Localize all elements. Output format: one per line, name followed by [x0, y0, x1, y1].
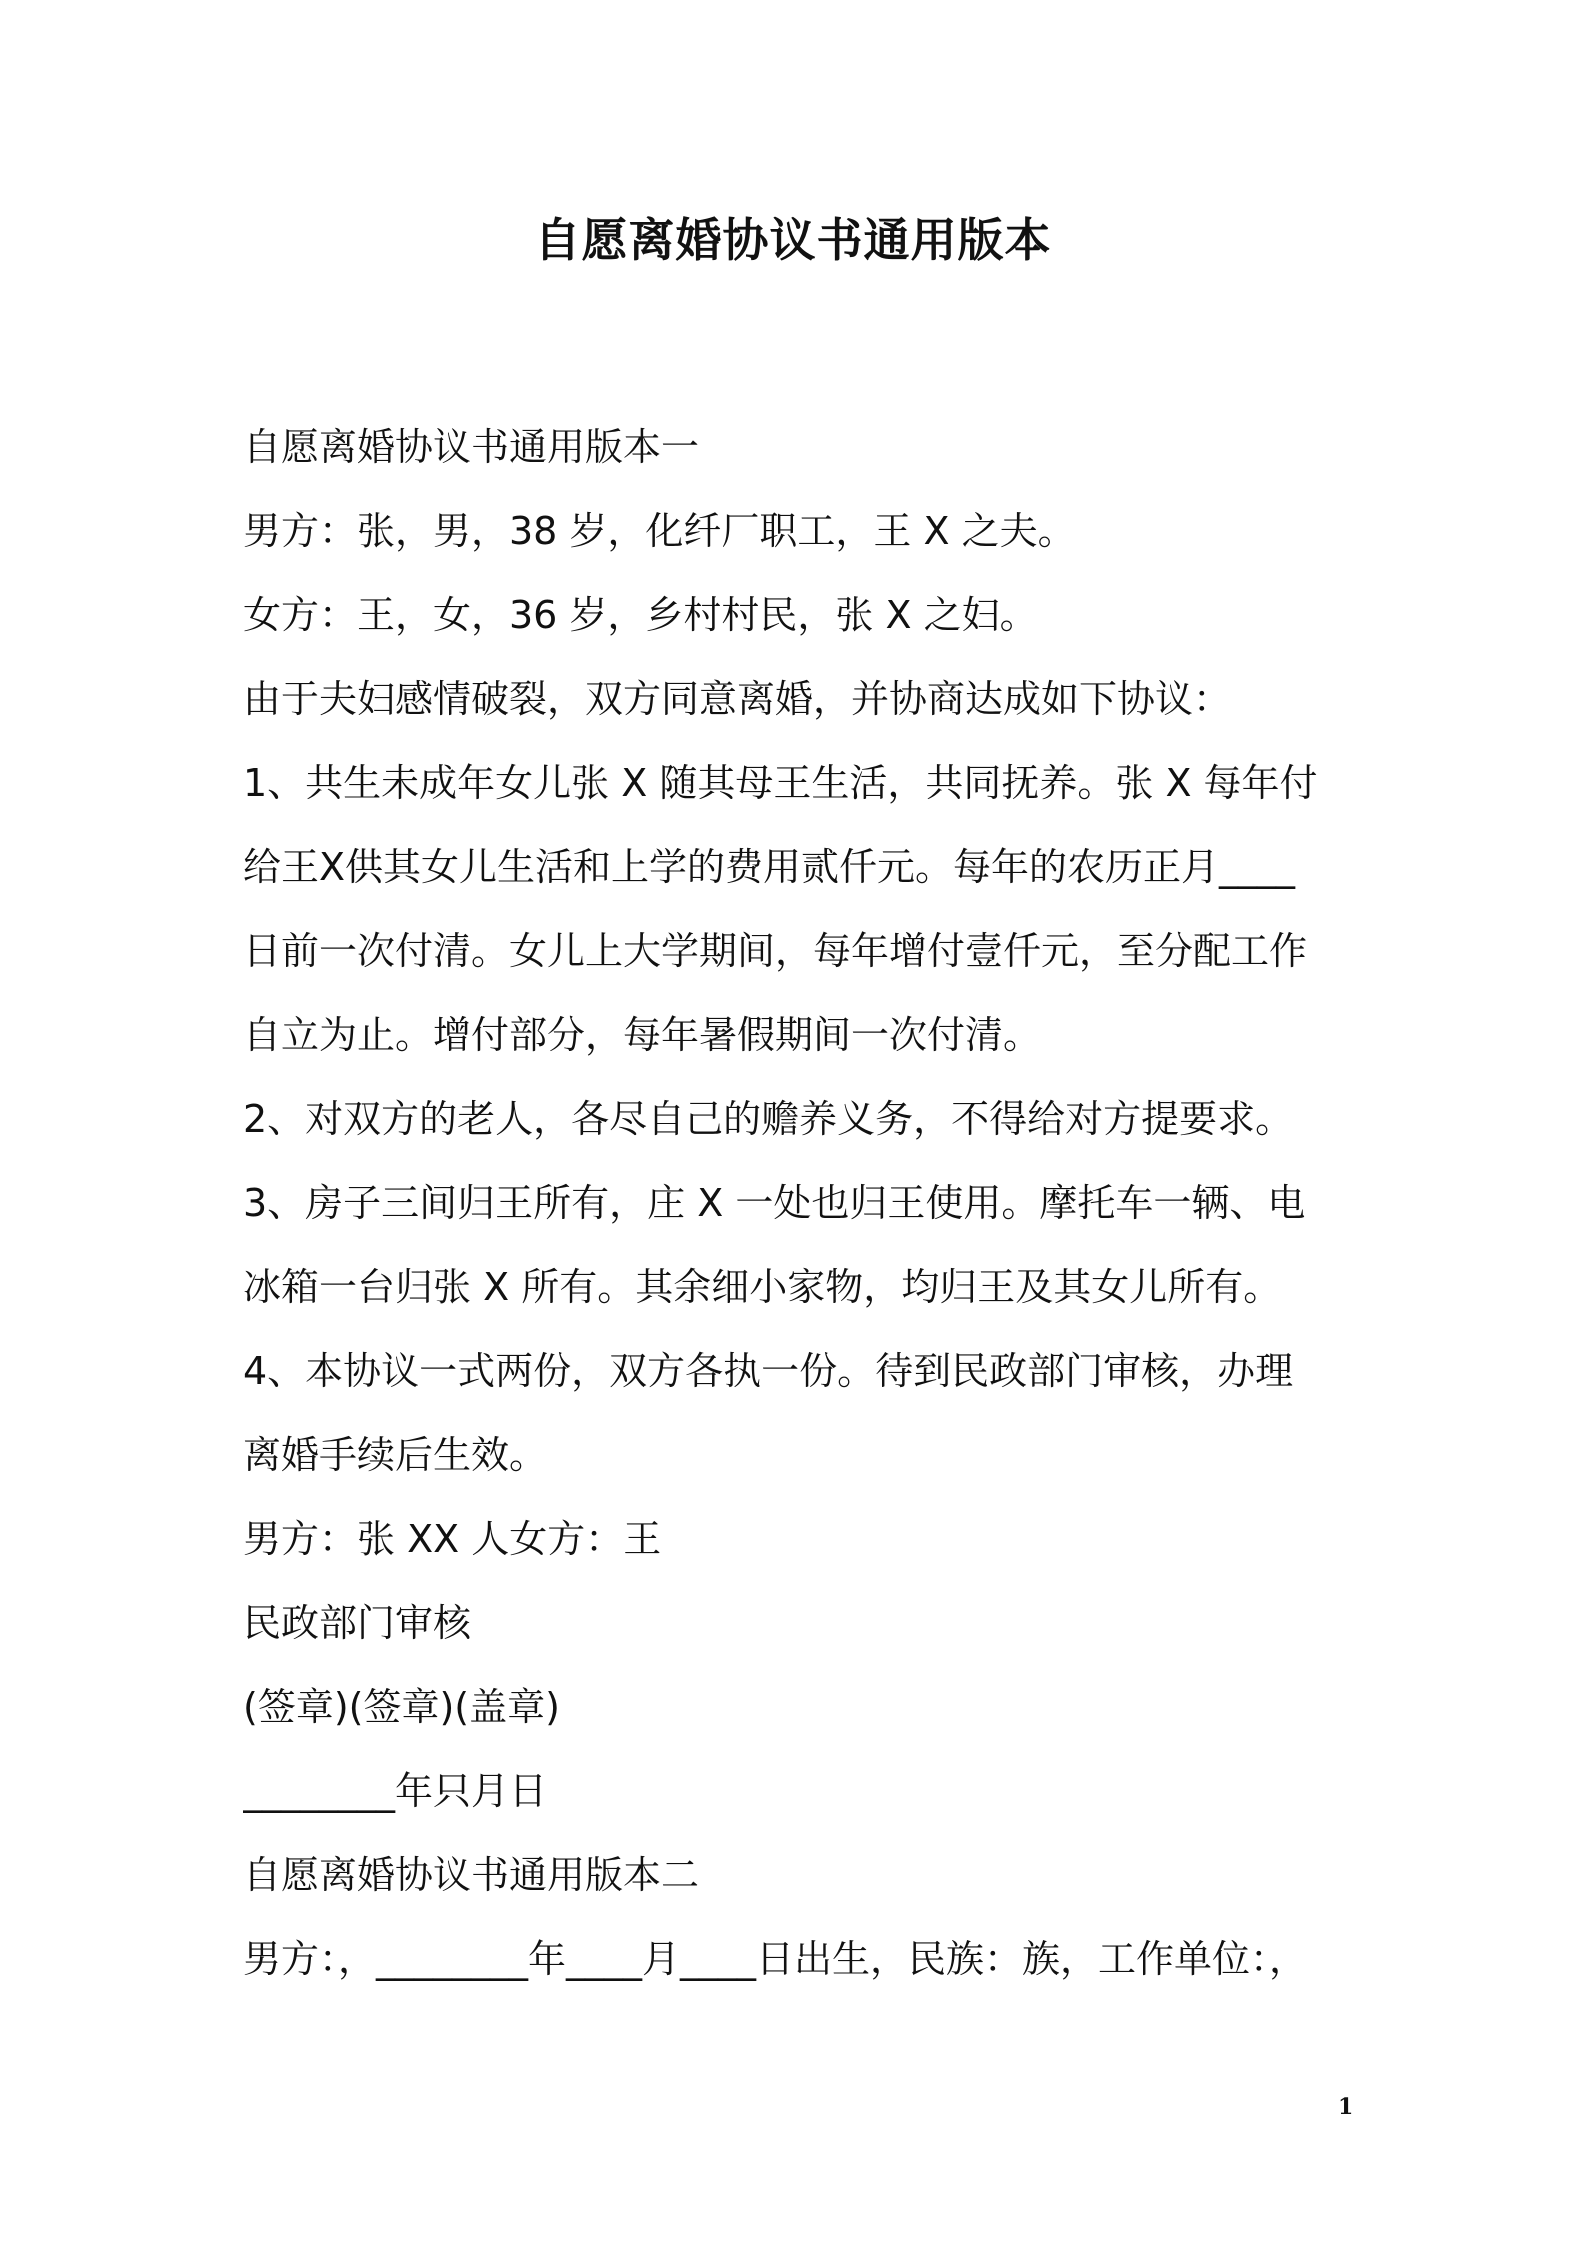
page-number: 1 [1338, 2094, 1354, 2120]
seal-line: (签章)(签章)(盖章) [243, 1685, 560, 1729]
paragraph-line: 自立为止。增付部分，每年暑假期间一次付清。 [243, 1013, 1042, 1057]
paragraph-line: 离婚手续后生效。 [243, 1433, 548, 1477]
paragraph-line: 女方：王，女，36 岁，乡村村民，张 X 之妇。 [243, 593, 1038, 637]
paragraph-line: 1、共生未成年女儿张 X 随其母王生活，共同抚养。张 X 每年付 [243, 761, 1318, 805]
paragraph-line: 4、本协议一式两份，双方各执一份。待到民政部门审核，办理 [243, 1349, 1294, 1393]
paragraph-line: 2、对双方的老人，各尽自己的赡养义务，不得给对方提要求。 [243, 1097, 1294, 1141]
section-heading-version-two: 自愿离婚协议书通用版本二 [243, 1853, 700, 1897]
document-body [243, 405, 1363, 2001]
date-line: ________年只月日 [243, 1769, 548, 1813]
paragraph-line: 给王X供其女儿生活和上学的费用贰仟元。每年的农历正月____ [243, 845, 1296, 889]
document-title: 自愿离婚协议书通用版本 [534, 213, 1052, 267]
paragraph-line: 日前一次付清。女儿上大学期间，每年增付壹仟元，至分配工作 [243, 929, 1308, 973]
paragraph-line: 冰箱一台归张 X 所有。其余细小家物，均归王及其女儿所有。 [243, 1265, 1282, 1309]
section-heading-version-one: 自愿离婚协议书通用版本一 [243, 425, 700, 469]
paragraph-line: 由于夫妇感情破裂，双方同意离婚，并协商达成如下协议： [243, 677, 1232, 721]
paragraph-line: 男方：，________年____月____日出生，民族：族，工作单位：， [243, 1937, 1308, 1981]
approval-line: 民政部门审核 [243, 1601, 472, 1645]
signature-line: 男方：张 XX 人女方：王 [243, 1517, 662, 1561]
paragraph-line: 3、房子三间归王所有，庄 X 一处也归王使用。摩托车一辆、电 [243, 1181, 1306, 1225]
paragraph-line: 男方：张，男，38 岁，化纤厂职工，王 X 之夫。 [243, 509, 1076, 553]
